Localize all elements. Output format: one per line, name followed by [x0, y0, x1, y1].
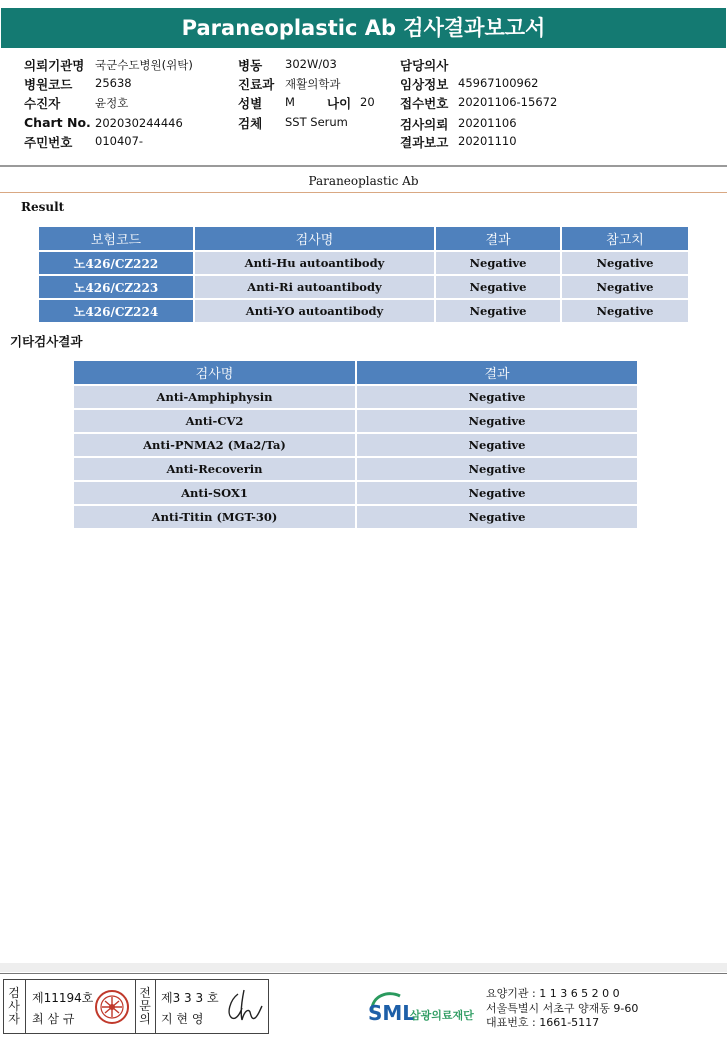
result-cell: Negative	[357, 482, 637, 504]
company-abbr: SML	[368, 1001, 416, 1025]
header-insurance-code: 보험코드	[39, 227, 193, 250]
sex-value: M	[285, 95, 295, 109]
footer-divider	[0, 973, 727, 974]
ward-label: 병동	[238, 58, 263, 73]
test-name-cell: Anti-PNMA2 (Ma2/Ta)	[74, 434, 355, 456]
header-result: 결과	[436, 227, 560, 250]
receipt-no-value: 20201106-15672	[458, 95, 558, 109]
footer-band	[0, 963, 727, 972]
result-table	[37, 225, 690, 324]
resident-no-value: 010407-	[95, 134, 144, 148]
test-name-cell: Anti-Ri autoantibody	[195, 276, 434, 298]
result-label: Result	[21, 200, 65, 214]
table-row	[39, 276, 688, 298]
company-name: 삼광의료재단	[410, 1009, 474, 1022]
clinical-info-label: 임상정보	[400, 77, 449, 92]
patient-name-label: 수진자	[24, 96, 61, 111]
clinical-info-value: 45967100962	[458, 76, 539, 90]
section-title: Paraneoplastic Ab	[308, 174, 419, 188]
doctor-label: 담당의사	[400, 58, 449, 73]
table-row	[39, 252, 688, 274]
other-results-label: 기타검사결과	[10, 334, 83, 349]
specialist-name: 지 현 영	[161, 1012, 204, 1026]
hospital-code-label: 병원코드	[24, 77, 73, 92]
test-name-cell: Anti-Hu autoantibody	[195, 252, 434, 274]
info-divider	[0, 165, 727, 167]
header-reference: 참고치	[562, 227, 688, 250]
other-results-table	[72, 359, 639, 530]
company-info	[486, 987, 638, 1031]
specimen-label: 검체	[238, 116, 263, 131]
result-cell: Negative	[436, 252, 560, 274]
dept-label: 진료과	[238, 77, 275, 92]
table-row	[74, 410, 637, 432]
result-cell: Negative	[357, 458, 637, 480]
request-date-label: 검사의뢰	[400, 117, 449, 132]
inspector-name: 최 삼 규	[32, 1012, 75, 1026]
company-phone: 대표번호 : 1661-5117	[486, 1016, 600, 1029]
result-cell: Negative	[436, 300, 560, 322]
test-name-cell: Anti-SOX1	[74, 482, 355, 504]
section-divider	[0, 192, 727, 193]
other-table-header	[74, 361, 637, 384]
ward-value: 302W/03	[285, 57, 337, 71]
patient-name-value: 윤정호	[95, 96, 129, 110]
company-address: 서울특별시 서초구 양재동 9-60	[486, 1001, 639, 1015]
test-name-cell: Anti-YO autoantibody	[195, 300, 434, 322]
result-cell: Negative	[436, 276, 560, 298]
receipt-no-label: 접수번호	[400, 96, 449, 111]
header-result: 결과	[357, 361, 637, 384]
hospital-code-value: 25638	[95, 76, 132, 90]
reference-cell: Negative	[562, 300, 688, 322]
result-cell: Negative	[357, 434, 637, 456]
reference-cell: Negative	[562, 252, 688, 274]
insurance-code-cell: 노426/CZ222	[39, 252, 193, 274]
header-test-name: 검사명	[74, 361, 355, 384]
dept-value: 재활의학과	[285, 77, 341, 91]
specimen-value: SST Serum	[285, 115, 348, 129]
test-name-cell: Anti-CV2	[74, 410, 355, 432]
hospital-name-label: 의뢰기관명	[24, 58, 85, 73]
header-test-name: 검사명	[195, 227, 434, 250]
age-value: 20	[360, 95, 375, 109]
result-cell: Negative	[357, 410, 637, 432]
sml-logo-icon	[366, 986, 480, 1030]
patient-info	[0, 56, 727, 152]
insurance-code-cell: 노426/CZ223	[39, 276, 193, 298]
signature-box	[3, 979, 269, 1034]
table-row	[74, 386, 637, 408]
result-cell: Negative	[357, 386, 637, 408]
test-name-cell: Anti-Amphiphysin	[74, 386, 355, 408]
specialist-license-no: 제3 3 3 호	[161, 991, 219, 1005]
institution-code: 요양기관 : 1 1 3 6 5 2 0 0	[486, 987, 620, 1000]
report-date-label: 결과보고	[400, 135, 449, 150]
result-table-header	[39, 227, 688, 250]
test-name-cell: Anti-Recoverin	[74, 458, 355, 480]
inspector-label: 검사자	[8, 986, 20, 1026]
inspector-license-no: 제11194호	[32, 991, 94, 1005]
result-cell: Negative	[357, 506, 637, 528]
table-row	[74, 506, 637, 528]
request-date-value: 20201106	[458, 116, 517, 130]
test-name-cell: Anti-Titin (MGT-30)	[74, 506, 355, 528]
resident-no-label: 주민번호	[24, 135, 73, 150]
stamp-seal-icon	[92, 988, 132, 1026]
age-label: 나이	[327, 96, 352, 111]
chart-no-label: Chart No.	[24, 115, 91, 130]
hospital-name-value: 국군수도병원(위탁)	[95, 58, 193, 72]
table-row	[74, 482, 637, 504]
table-row	[74, 434, 637, 456]
signature-icon	[222, 986, 266, 1028]
reference-cell: Negative	[562, 276, 688, 298]
sex-label: 성별	[238, 96, 263, 111]
table-row	[74, 458, 637, 480]
insurance-code-cell: 노426/CZ224	[39, 300, 193, 322]
report-date-value: 20201110	[458, 134, 517, 148]
report-title: Paraneoplastic Ab 검사결과보고서	[1, 8, 726, 48]
chart-no-value: 202030244446	[95, 116, 183, 130]
specialist-label: 전문의	[139, 986, 151, 1026]
table-row	[39, 300, 688, 322]
